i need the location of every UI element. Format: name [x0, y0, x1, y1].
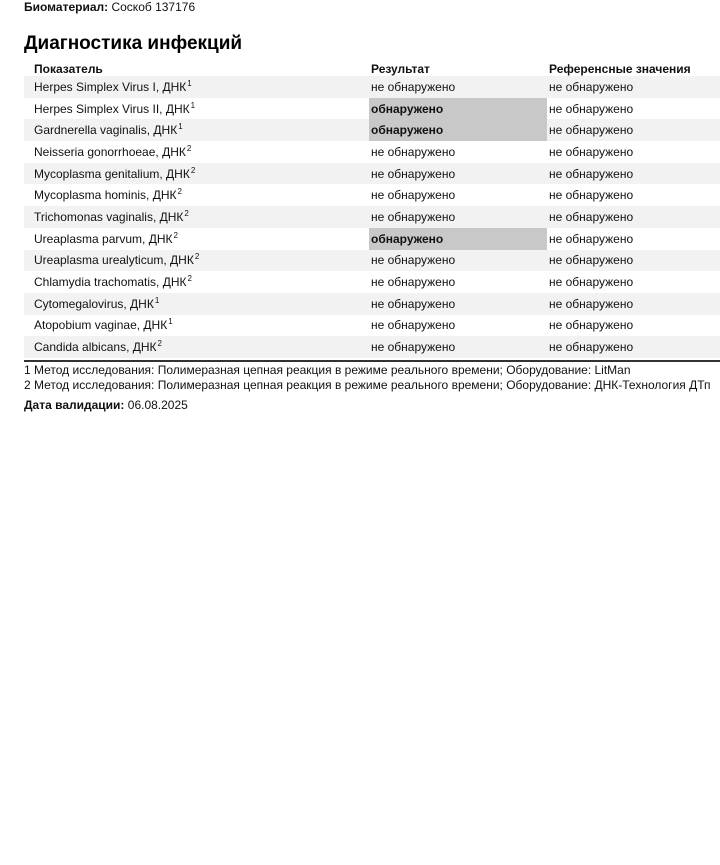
footnote-ref: 2	[177, 187, 182, 197]
footnote-ref: 2	[190, 165, 196, 175]
header-result: Результат	[371, 62, 430, 76]
result-cell: не обнаружено	[369, 76, 547, 98]
section-title: Диагностика инфекций	[24, 33, 243, 54]
reference-cell: не обнаружено	[547, 163, 720, 185]
footnote-ref: 1	[187, 78, 192, 88]
indicator-cell	[24, 336, 369, 358]
table-divider	[24, 360, 720, 362]
indicator-name: Atopobium vaginae, ДНК	[34, 318, 168, 333]
footnote-ref: 1	[154, 295, 160, 305]
indicator-name: Herpes Simplex Virus II, ДНК	[34, 101, 190, 116]
header-reference: Референсные значения	[549, 62, 691, 76]
result-cell: не обнаружено	[371, 275, 456, 290]
indicator-name: Mycoplasma genitalium, ДНК	[34, 166, 190, 181]
validation-line	[24, 398, 720, 412]
reference-cell: не обнаружено	[549, 231, 634, 246]
biomaterial-value: Соскоб 137176	[111, 0, 196, 14]
reference-cell: не обнаружено	[547, 206, 720, 228]
lab-report	[24, 0, 720, 412]
indicator-name: Chlamydia trachomatis, ДНК	[34, 275, 187, 290]
reference-cell: не обнаружено	[549, 188, 634, 203]
table-row	[24, 119, 720, 141]
table-body	[24, 76, 720, 358]
table-row	[24, 271, 720, 293]
indicator-name: Herpes Simplex Virus I, ДНК	[34, 79, 187, 94]
footnote-ref: 2	[157, 339, 162, 349]
result-cell: не обнаружено	[371, 318, 456, 333]
footnote-2: 2 Метод исследования: Полимеразная цепная реакция в режиме реального времени; Оборудование: ДНК-Технология ДТп	[24, 377, 711, 392]
biomaterial-label: Биоматериал:	[24, 0, 109, 14]
reference-cell: не обнаружено	[549, 318, 634, 333]
footnote-ref: 1	[178, 122, 183, 132]
result-cell: не обнаружено	[369, 206, 547, 228]
reference-cell: не обнаружено	[547, 336, 720, 358]
reference-cell: не обнаружено	[547, 250, 720, 272]
footnote-ref: 1	[190, 100, 196, 110]
indicator-name: Ureaplasma parvum, ДНК	[34, 231, 173, 246]
reference-cell: не обнаружено	[547, 293, 720, 315]
footnote-ref: 2	[187, 274, 192, 284]
table-header-row	[24, 57, 720, 76]
reference-cell: не обнаружено	[549, 275, 634, 290]
result-cell-detected: обнаружено	[369, 98, 547, 120]
indicator-cell	[24, 119, 369, 141]
indicator-cell	[24, 315, 369, 337]
result-cell-detected: обнаружено	[369, 228, 547, 250]
indicator-cell	[24, 184, 369, 206]
indicator-cell	[24, 293, 369, 315]
result-cell: не обнаружено	[369, 336, 547, 358]
indicator-name: Candida albicans, ДНК	[34, 340, 157, 355]
footnote-1: 1 Метод исследования: Полимеразная цепная реакция в режиме реального времени; Оборудование: LitMan	[24, 362, 631, 377]
result-cell: не обнаружено	[369, 163, 547, 185]
table-row	[24, 336, 720, 358]
reference-cell: не обнаружено	[549, 144, 634, 159]
indicator-name: Cytomegalovirus, ДНК	[34, 296, 154, 311]
result-cell: не обнаружено	[371, 188, 456, 203]
indicator-cell	[24, 98, 369, 120]
reference-cell: не обнаружено	[547, 119, 720, 141]
table-row	[24, 315, 720, 337]
table-row	[24, 184, 720, 206]
indicator-cell	[24, 271, 369, 293]
footnote-ref: 2	[186, 143, 192, 153]
reference-cell: не обнаружено	[549, 101, 634, 116]
result-cell: не обнаружено	[369, 250, 547, 272]
result-cell: не обнаружено	[369, 293, 547, 315]
indicator-cell	[24, 228, 369, 250]
indicator-name: Gardnerella vaginalis, ДНК	[34, 123, 178, 138]
footnote-ref: 2	[194, 252, 200, 262]
table-row	[24, 163, 720, 185]
table-row	[24, 76, 720, 98]
indicator-cell	[24, 250, 369, 272]
result-cell-detected: обнаружено	[369, 119, 547, 141]
table-row	[24, 206, 720, 228]
indicator-name: Ureaplasma urealyticum, ДНК	[34, 253, 194, 268]
table-row	[24, 293, 720, 315]
validation-label: Дата валидации:	[24, 397, 125, 412]
header-indicator: Показатель	[34, 62, 103, 76]
indicator-cell	[24, 163, 369, 185]
biomaterial-line	[24, 0, 720, 14]
footnote-ref: 2	[173, 230, 178, 240]
table-row	[24, 228, 720, 250]
validation-date: 06.08.2025	[127, 397, 188, 412]
indicator-name: Trichomonas vaginalis, ДНК	[34, 209, 184, 224]
indicator-cell	[24, 206, 369, 228]
footnote-ref: 2	[184, 208, 189, 218]
indicator-name: Mycoplasma hominis, ДНК	[34, 188, 177, 203]
result-cell: не обнаружено	[371, 144, 456, 159]
indicator-name: Neisseria gonorrhoeae, ДНК	[34, 144, 186, 159]
table-row	[24, 98, 720, 120]
reference-cell: не обнаружено	[547, 76, 720, 98]
infection-results-table	[24, 57, 720, 358]
table-row	[24, 141, 720, 163]
indicator-cell	[24, 141, 369, 163]
table-row	[24, 250, 720, 272]
indicator-cell	[24, 76, 369, 98]
footnote-ref: 1	[168, 317, 173, 327]
